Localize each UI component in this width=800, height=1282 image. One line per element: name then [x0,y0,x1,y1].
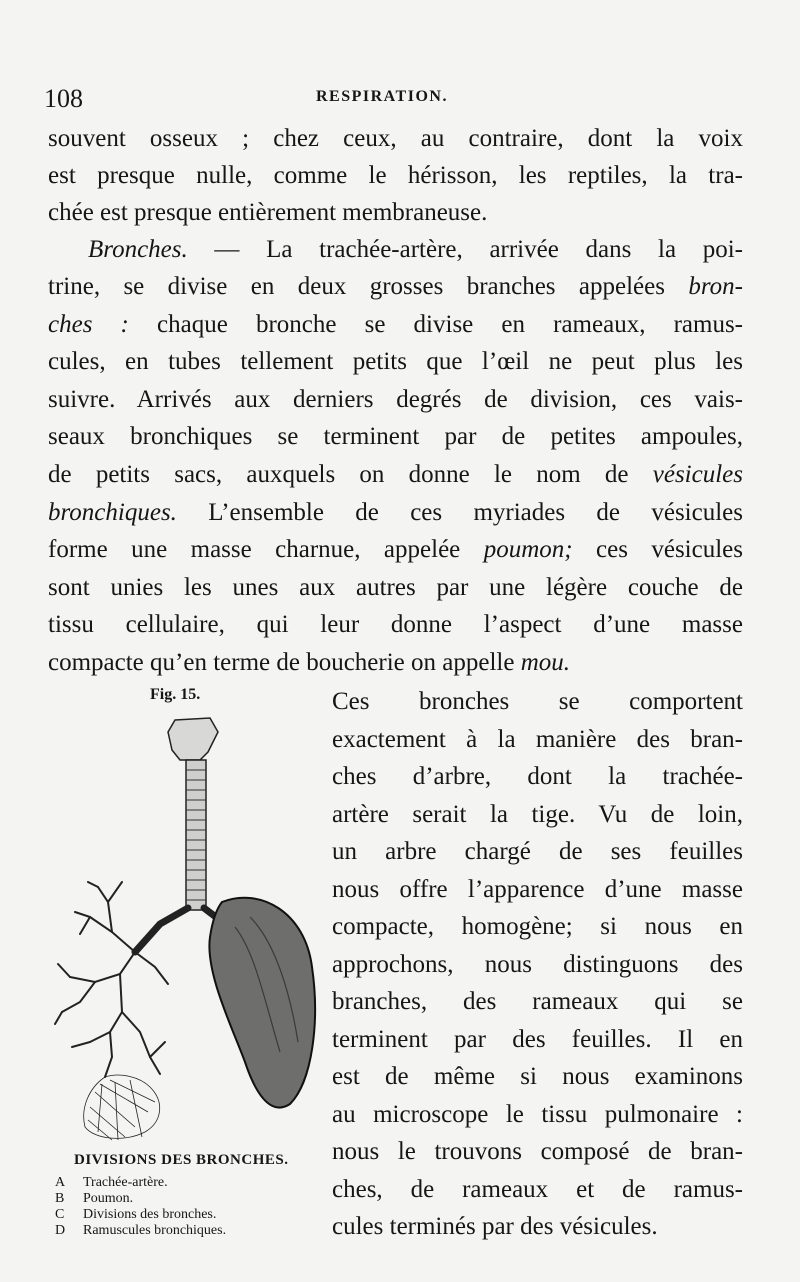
page-number: 108 [44,84,83,113]
text-line: un arbre chargé de ses feuilles [332,838,743,865]
figure-legend [55,1175,226,1239]
text-line: ches : chaque bronche se divise en rameaux, ramus- [48,311,743,338]
text-line: au microscope le tissu pulmonaire : [332,1101,743,1128]
text-line: approchons, nous distinguons des [332,951,743,978]
text-line: cules, en tubes tellement petits que l’œil ne peut plus les [48,348,743,375]
bronchial-branches [55,882,168,1077]
text-line: forme une masse charnue, appelée poumon; ces vésicules [48,536,743,563]
text-line: Ces bronches se comportent [332,688,743,715]
text-line: nous offre l’apparence d’une masse [332,876,743,903]
text-line: de petits sacs, auxquels on donne le nom de vésicules [48,461,743,488]
legend-item: D Ramuscules bronchiques. [55,1223,227,1238]
figure-number: Fig. 15. [150,686,201,703]
text-line: artère serait la tige. Vu de loin, [332,801,743,828]
left-bronchus [135,908,188,952]
text-line: ches d’arbre, dont la trachée- [332,763,743,790]
text-line: sont unies les unes aux autres par une légère couche de [48,574,743,601]
text-line: nous le trouvons composé de bran- [332,1138,743,1165]
text-line: bronchiques. L’ensemble de ces myriades de vésicules [48,499,743,526]
text-line: tissu cellulaire, qui leur donne l’aspect d’une masse [48,611,743,638]
legend-item: C Divisions des bronches. [55,1207,217,1222]
text-line: terminent par des feuilles. Il en [332,1026,743,1053]
text-line: seaux bronchiques se terminent par de petites ampoules, [48,423,743,450]
text-line: compacte qu’en terme de boucherie on appelle mou. [48,649,571,676]
text-line: est de même si nous examinons [332,1063,743,1090]
section-label: Bronches. [88,236,188,263]
legend-item: B Poumon. [55,1191,134,1206]
bronchi-illustration [50,712,330,1152]
lung-shape [209,898,315,1108]
legend-item: A Trachée-artère. [55,1175,168,1190]
text-line: cules terminés par des vésicules. [332,1213,658,1240]
text-line: suivre. Arrivés aux derniers degrés de division, ces vais- [48,386,743,413]
text-line: Bronches. — La trachée-artère, arrivée dans la poi- [88,236,743,263]
running-head: RESPIRATION. [316,88,448,105]
text-line: exactement à la manière des bran- [332,726,743,753]
text-line: trine, se divise en deux grosses branches appelées bron- [48,273,743,300]
figure-caption: DIVISIONS DES BRONCHES. [74,1152,289,1168]
text-line: branches, des rameaux qui se [332,988,743,1015]
text-line: chée est presque entièrement membraneuse. [48,199,488,226]
ramuscules-cluster [84,1075,160,1140]
text-line: ches, de rameaux et de ramus- [332,1176,743,1203]
text-line: est presque nulle, comme le hérisson, les reptiles, la tra- [48,162,743,189]
trachea-shape [186,760,206,910]
text-line: compacte, homogène; si nous en [332,913,743,940]
text-line: souvent osseux ; chez ceux, au contraire, dont la voix [48,125,743,152]
larynx-shape [168,718,218,760]
